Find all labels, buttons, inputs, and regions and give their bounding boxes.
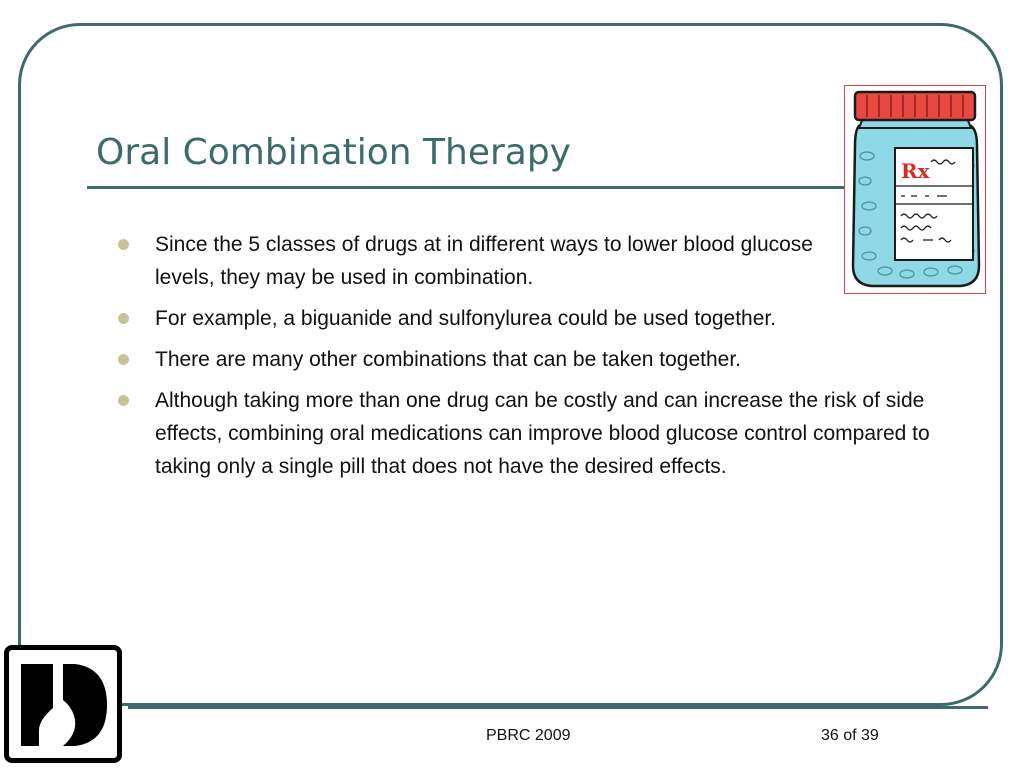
footer-text: PBRC 2009	[486, 727, 571, 744]
bullet-item	[118, 302, 968, 335]
page-number: 36 of 39	[821, 727, 879, 744]
bullet-dot-icon	[118, 313, 129, 324]
svg-text:Rx: Rx	[901, 159, 930, 183]
bullet-item	[118, 384, 968, 483]
bullet-text: Since the 5 classes of drugs at in different ways to lower blood glucose levels, they may be used in combination.	[155, 233, 813, 289]
bullet-list	[118, 228, 968, 491]
footer-divider	[128, 706, 988, 709]
bullet-dot-icon	[118, 354, 129, 365]
prescription-bottle-icon	[844, 85, 986, 294]
pbrc-logo-icon	[4, 645, 122, 763]
slide-title: Oral Combination Therapy	[96, 132, 571, 173]
bullet-text: For example, a biguanide and sulfonylurea could be used together.	[155, 307, 777, 330]
title-divider	[87, 186, 870, 189]
bullet-text: Although taking more than one drug can be costly and can increase the risk of side effects, combining oral medications can improve blood glucose control compared to taking only a single pill that does not have the desired effects.	[155, 389, 930, 478]
bullet-item	[118, 228, 968, 294]
bullet-text: There are many other combinations that can be taken together.	[155, 348, 742, 371]
bullet-item	[118, 343, 968, 376]
bullet-dot-icon	[118, 239, 129, 250]
bullet-dot-icon	[118, 395, 129, 406]
